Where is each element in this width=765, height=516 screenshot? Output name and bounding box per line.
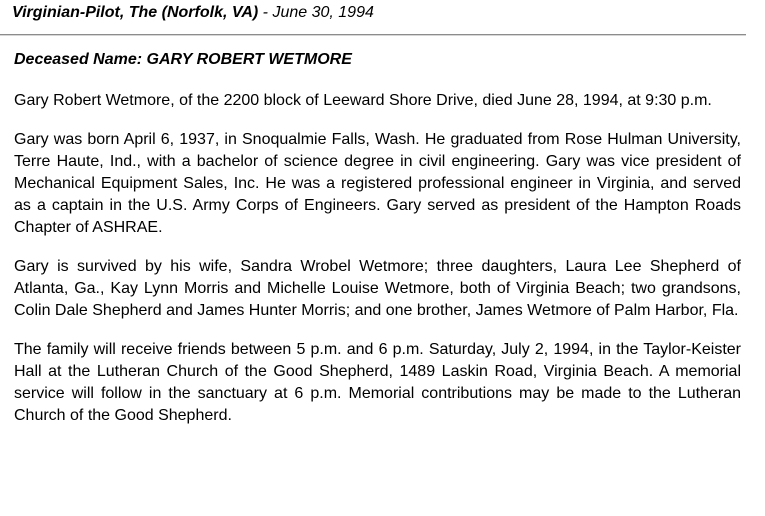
deceased-name: Deceased Name: GARY ROBERT WETMORE xyxy=(14,51,352,68)
header-separator: - xyxy=(258,4,273,21)
article-header xyxy=(12,2,374,24)
publication-date: June 30, 1994 xyxy=(272,4,374,21)
obituary-body xyxy=(14,90,741,444)
publication-name: Virginian-Pilot, The (Norfolk, VA) xyxy=(12,4,259,21)
obituary-paragraph-biography: Gary was born April 6, 1937, in Snoqualmie Falls, Wash. He graduated from Rose Hulman University, Terre Haute, Ind., with a bachelor of science degree in civil engineering. Gary was vice president of Mechanical Equipment Sales, Inc. He was a registered professional engineer in Virginia, and served as a captain in the U.S. Army Corps of Engineers. Gary served as president of the Hampton Roads Chapter of ASHRAE. xyxy=(14,131,741,236)
obituary-paragraph-survivors: Gary is survived by his wife, Sandra Wrobel Wetmore; three daughters, Laura Lee Shepherd of Atlanta, Ga., Kay Lynn Morris and Michelle Louise Wetmore, both of Virginia Beach; two grandsons, Colin Dale Shepherd and James Hunter Morris; and one brother, James Wetmore of Palm Harbor, Fla. xyxy=(14,258,741,319)
horizontal-divider xyxy=(0,34,746,36)
obituary-paragraph-death: Gary Robert Wetmore, of the 2200 block of Leeward Shore Drive, died June 28, 1994, at 9:30 p.m. xyxy=(14,92,712,109)
obituary-paragraph-services: The family will receive friends between 5 p.m. and 6 p.m. Saturday, July 2, 1994, in the Taylor-Keister Hall at the Lutheran Church of the Good Shepherd, 1489 Laskin Road, Virginia Beach. A memorial service will follow in the sanctuary at 6 p.m. Memorial contributions may be made to the Lutheran Church of the Good Shepherd. xyxy=(14,341,741,424)
